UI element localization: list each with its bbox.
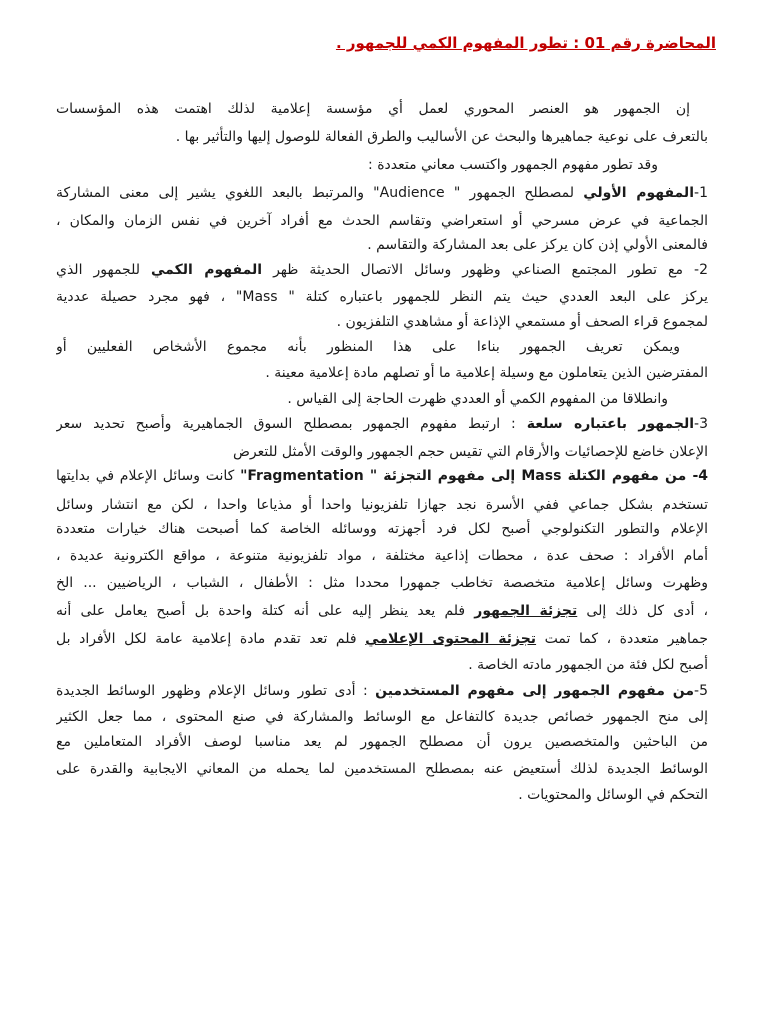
text-line [56, 259, 708, 281]
text-line [56, 98, 708, 120]
bold-term: من مفهوم الجمهور إلى مفهوم المستخدمين [375, 683, 695, 699]
bold-term: المفهوم الكمي [151, 262, 263, 278]
line-text: ويمكن تعريف الجمهور بناءا على هذا المنظور بأنه مجموع الأشخاص الفعليين أو [56, 339, 680, 355]
line-text: 3- [694, 416, 708, 432]
line-text: بالتعرف على نوعية جماهيرها والبحث عن الأساليب والطرق الفعالة للوصول إليها والتأثير بها . [175, 129, 708, 145]
text-line [56, 518, 708, 540]
text-line [56, 126, 708, 148]
text-line [56, 706, 708, 728]
text-line [56, 600, 708, 622]
text-line [56, 210, 708, 232]
text-line [56, 388, 708, 410]
line-text: التحكم في الوسائل والمحتويات . [518, 787, 708, 803]
underlined-term: تجزئة المحتوى الإعلامي [365, 631, 537, 647]
underlined-term: تجزئة الجمهور [474, 603, 578, 619]
line-text: المفترضين الذين يتعاملون مع وسيلة إعلامية ما أو تصلهم مادة إعلامية معينة . [265, 365, 708, 381]
line-text: 2- مع تطور المجتمع الصناعي وظهور وسائل الاتصال الحديثة ظهر [262, 262, 708, 278]
line-text: كانت وسائل الإعلام في بدايتها [56, 468, 241, 484]
line-text: الجماعية في عرض مسرحي أو استعراضي وتقاسم الحدث مع أفراد آخرين في نفس الزمان والمكان ، [56, 213, 708, 229]
line-text: لمجموع قراء الصحف أو مستمعي الإذاعة أو مشاهدي التلفزيون . [336, 314, 708, 330]
line-text: 5- [694, 683, 708, 699]
line-text: تستخدم بشكل جماعي ففي الأسرة نجد جهازا تلفزيونيا واحدا أو مذياعا واحدا ، لكن مع انتشار وسائل [56, 497, 708, 513]
line-text: إن الجمهور هو العنصر المحوري لعمل أي مؤسسة إعلامية لذلك اهتمت هذه المؤسسات [56, 101, 690, 117]
line-text: لمصطلح الجمهور " Audience" والمرتبط بالبعد اللغوي يشير إلى معنى المشاركة [56, 185, 584, 201]
bold-term: الجمهور باعتباره سلعة [526, 416, 695, 432]
text-line [56, 654, 708, 676]
line-text: للجمهور الذي [56, 262, 152, 278]
line-text: جماهير متعددة ، كما تمت [536, 631, 708, 647]
line-text: فلم يعد ينظر إليه على أنه كتلة واحدة بل أصبح يعامل على أنه [56, 603, 475, 619]
line-text: : ارتبط مفهوم الجمهور بمصطلح السوق الجماهيرية وأصبح تحديد سعر [56, 416, 527, 432]
line-text: من الباحثين والمتخصصين يرون أن مصطلح الجمهور لم يعد مناسبا لوصف الأفراد المتعاملين مع [56, 734, 708, 750]
line-text: أمام الأفراد : صحف عدة ، محطات إذاعية مختلفة ، مواد تلفزيونية متنوعة ، مواقع الكترونية عديدة ، [56, 548, 708, 564]
text-line [56, 758, 708, 780]
line-text: وانطلاقا من المفهوم الكمي أو العددي ظهرت الحاجة إلى القياس . [287, 391, 668, 407]
bold-term: 4- من مفهوم الكتلة Mass إلى مفهوم التجزئة " Fragmentation" [240, 468, 708, 484]
text-line [56, 336, 708, 358]
line-text: الإعلام والتطور التكنولوجي أصبح لكل فرد أجهزته ووسائله الخاصة كما أصبحت هناك خيارات متعددة [56, 521, 708, 537]
line-text: فلم تعد تقدم مادة إعلامية عامة لكل الأفراد بل [56, 631, 366, 647]
text-line [56, 441, 708, 463]
line-text: وقد تطور مفهوم الجمهور واكتسب معاني متعددة : [368, 157, 658, 173]
text-line [56, 784, 708, 806]
line-text: : أدى تطور وسائل الإعلام وظهور الوسائط الجديدة [56, 683, 376, 699]
line-text: 1- [694, 185, 708, 201]
text-line [56, 628, 708, 650]
text-line [56, 494, 708, 516]
text-line [56, 680, 708, 702]
text-line [56, 362, 708, 384]
line-text: يركز على البعد العددي حيث يتم النظر للجمهور باعتباره كتلة " Mass" ، فهو مجرد حصيلة عددية [56, 289, 708, 305]
line-text: إلى منح الجمهور خصائص جديدة كالتفاعل مع الوسائط والمشاركة في صنع المحتوى ، مما جعل الكثير [56, 709, 708, 725]
text-line [56, 545, 708, 567]
text-line [56, 413, 708, 435]
line-text: فالمعنى الأولي إذن كان يركز على بعد المشاركة والتقاسم . [367, 237, 708, 253]
text-line [56, 731, 708, 753]
text-line [56, 465, 708, 487]
text-line [56, 311, 708, 333]
line-text: الإعلان خاضع للإحصائيات والأرقام التي تقيس حجم الجمهور والوقت الأمثل للتعرض [232, 444, 708, 460]
text-line [56, 154, 708, 176]
text-line [56, 182, 708, 204]
lecture-title: المحاضرة رقم 01 : تطور المفهوم الكمي للجمهور . [335, 34, 716, 52]
line-text: أصبح لكل فئة من الجمهور مادته الخاصة . [468, 657, 708, 673]
text-line [56, 572, 708, 594]
line-text: وظهرت وسائل إعلامية متخصصة تخاطب جمهورا محددا مثل : الأطفال ، الشباب ، الرياضيين ... الخ [56, 575, 708, 591]
text-line [56, 234, 708, 256]
line-text: ، أدى كل ذلك إلى [577, 603, 708, 619]
text-line [56, 286, 708, 308]
bold-term: المفهوم الأولي [583, 185, 694, 201]
line-text: الوسائط الجديدة لذلك أستعيض عنه بمصطلح المستخدمين لما يحمله من المعاني الايجابية والقدرة على [56, 761, 708, 777]
